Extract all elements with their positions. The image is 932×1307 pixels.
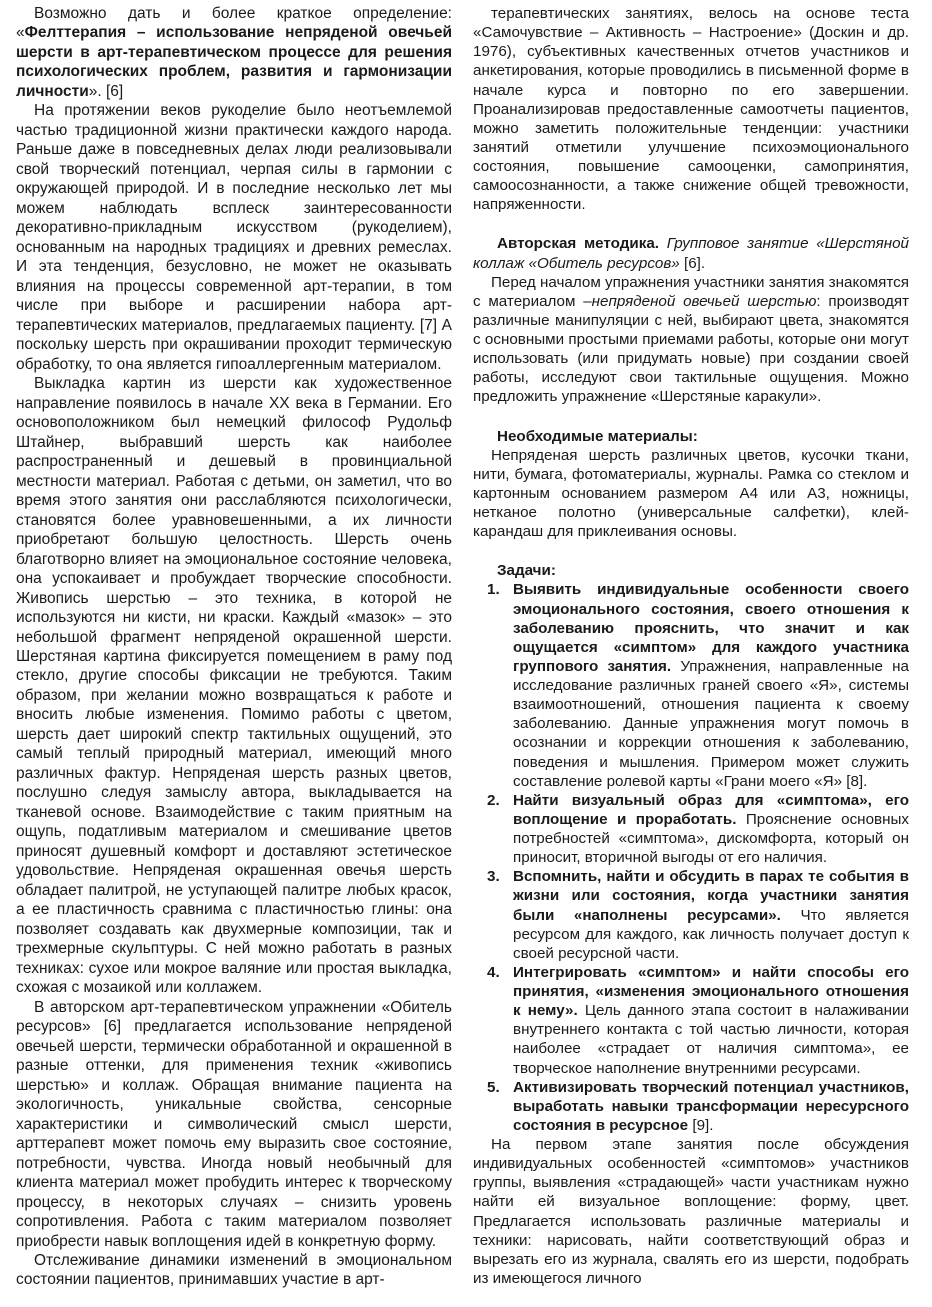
paragraph-handicraft: На протяжении веков рукоделие было неотъемлемой частью традиционной жизни практически каждого народа. Раньше даже в повседневных делах люди реализовывали свой творческий потенциал, черпая силы в гармонии с окружающей природой. И в последние несколько лет мы можем наблюдать всплеск заинтересованности декоративно-прикладным искусством (рукоделием), основанным на народных традициях и древних ремеслах. И эта тенденция, безусловно, не может не оказывать влияния на процессы современной арт-терапии, в том числе при выборе и расширении набора арт-терапевтических материалов, предлагаемых пациенту. [7] А поскольку шерсть при окрашивании проходит термическую обработку, то она является гипоаллергенным материалом. [16, 102, 452, 373]
task-bold: Выявить индивидуальные особенности своего эмоционального состояния, своего отношения к заболеванию прояснить, что значит и как ощущается «симптом» для каждого участника группового занятия. [513, 581, 909, 675]
definition-ref: ». [6] [88, 82, 124, 100]
task-bold: Интегрировать «симптом» и найти способы его принятия, «изменения эмоционального отношения к нему». [513, 963, 909, 1020]
tasks-list [473, 580, 909, 1135]
paragraph-dynamics: Отслеживание динамики изменений в эмоциональном состоянии пациентов, принимавших участие в арт- [16, 1252, 452, 1289]
definition-bold: Фелттерапия – использование непряденой овечьей шерсти в арт-терапевтическом процессе для решения психологических проблем, развития и гармонизации личности [16, 24, 452, 100]
task-item [473, 963, 909, 1078]
materials-heading: Необходимые материалы: [497, 427, 698, 445]
paragraph-intro-material [473, 273, 909, 407]
material-italic: непряденой овечьей шерстью [591, 292, 817, 310]
task-text: Прояснение основных потребностей «симптома», дискомфорта, который он приносит, вторичной выгоды от его наличия. [513, 810, 909, 867]
method-heading: Авторская методика. [497, 235, 659, 253]
definition-intro: Возможно дать и более краткое определение: « [16, 5, 452, 42]
task-item [473, 791, 909, 868]
task-number: 1. [487, 581, 500, 599]
right-column [473, 4, 909, 1288]
spacer [473, 541, 909, 561]
task-text: Что является ресурсом для каждого, как личность получает доступ к своей ресурсной части. [513, 906, 910, 962]
task-item [473, 1078, 909, 1135]
spacer [473, 407, 909, 427]
task-bold: Вспомнить, найти и обсудить в парах те события в жизни или состояния, когда участники занятия были «наполнены ресурсами». [513, 868, 909, 924]
method-ref: [6]. [679, 254, 706, 272]
task-number: 3. [487, 868, 500, 886]
method-title: Групповое занятие «Шерстяной коллаж «Обитель ресурсов» [473, 235, 909, 272]
task-number: 5. [487, 1078, 500, 1096]
task-number: 2. [487, 791, 500, 809]
left-column [16, 4, 452, 1290]
paragraph-steiner: Выкладка картин из шерсти как художественное направление появилось в начале XX века в Германии. Его основоположником был немецкий философ Рудольф Штайнер, выбравший шерсть как наиболее распространенный и дешевый в провинциальной местности материал. Работая с детьми, он заметил, что во время этого занятия они расслабляются психологически, становятся более уравновешенными, а их личности приобретают большую целостность. Шерсть очень благотворно влияет на эмоциональное состояние человека, она успокаивает и пробуждает творческие способности. Живопись шерстью – это техника, в которой не используются ни кисти, ни краски. Каждый «мазок» – это небольшой фрагмент непряденой окрашенной шерсти. Шерстяная картина фиксируется помещением в раму под стекло, другие способы фиксации не требуются. Таким образом, при желании можно возвращаться к работе и вносить любые изменения. Помимо работы с цветом, шерсть дает широкий спектр тактильных ощущений, это самый теплый природный материал, имеющий много различных фактур. Непряденая шерсть разных цветов, послушно следуя замыслу автора, выкладывается на тканевой основе. Взаимодействие с таким приятным на ощупь, податливым материалом и смешивание цветов приносят душевный комфорт и доставляют эстетическое удовольствие. Непряденая окрашенная овечья шерсть обладает палитрой, не уступающей палитре любых красок, а ее пластичность сравнима с пластичностью глины: она позволяет создавать как двухмерные композиции, так и трехмерные скульптуры. С ней можно работать в разных техниках: сухое или мокрое валяние или простая выкладка, схожая с мозаикой или коллажем. [16, 375, 452, 997]
materials-list: Непряденая шерсть различных цветов, кусочки ткани, нити, бумага, фотоматериалы, журналы. Рамка со стеклом и картонным основанием размером А4 или А3, ножницы, нетканое полотно (универсальные салфетки), клей-карандаш для приклеивания основы. [473, 446, 909, 541]
paragraph-definition [16, 4, 452, 101]
task-text: [9]. [688, 1116, 714, 1134]
paragraph-method [473, 234, 909, 272]
task-item [473, 867, 909, 963]
task-number: 4. [487, 963, 500, 981]
task-bold: Найти визуальный образ для «симптома», его воплощение и проработать. [513, 791, 909, 828]
task-bold: Активизировать творческий потенциал участников, выработать навыки трансформации нересурсного состояния в ресурсное [513, 1078, 909, 1134]
task-item [473, 580, 909, 790]
paragraph-sam-test: терапевтических занятиях, велось на основе теста «Самочувствие – Активность – Настроение» (Доскин и др. 1976), субъективных качественных отчетов участников и анкетирования, которые проводились в письменной форме в начале курса и повторно по его завершении. Проанализировав предоставленные самоотчеты пациентов, можно заметить положительные тенденции: участники занятий отметили улучшение психоэмоционального состояния, повышение самооценки, самопринятия, самоосознанности, а также снижение общей тревожности, напряженности. [473, 5, 909, 214]
spacer [473, 214, 909, 234]
task-text: Цель данного этапа состоит в налаживании внутреннего контакта с той частью личности, которая наиболее «страдает от наличия симптома», ее творческое наполнение внутренними ресурсами. [513, 1002, 909, 1077]
paragraph-first-stage: На первом этапе занятия после обсуждения индивидуальных особенностей «симптомов» участников группы, выявления «страдающей» части участникам нужно найти ей визуальное воплощение: форму, цвет. Предлагается использовать различные материалы и техники: нарисовать, найти соответствующий образ и вырезать его из журнала, свалять его из шерсти, подобрать из имеющегося личного [473, 1136, 909, 1287]
tasks-heading: Задачи: [497, 562, 556, 580]
paragraph-exercise: В авторском арт-терапевтическом упражнении «Обитель ресурсов» [6] предлагается использование непряденой овечьей шерсти, термически обработанной и окрашенной в разные оттенки, для применения техник «живопись шерстью» и коллаж. Обращая внимание пациента на экологичность, уникальные свойства, сенсорные характеристики и символический смысл шерсти, арттерапевт может помочь ему выразить свое состояние, потребности, чувства. Иногда новый необычный для клиента материал может пробудить интерес к творческому процессу, в некоторых случаях – снизить уровень сопротивления. Работа с таким материалом позволяет приобрести навык воплощения идей в конкретную форму. [16, 998, 452, 1250]
task-text: Упражнения, направленные на исследование различных граней своего «Я», системы взаимоотношений, отношения пациента к своему заболеванию. Данные упражнения могут помочь в осознании и коррекции отношения к заболеванию, поведения и мышления. Примером может служить составление ролевой карты «Грани моего «Я» [8]. [513, 657, 910, 790]
intro-text-end: : производят различные манипуляции с ней, выбирают цвета, знакомятся с основными простыми приемами работы, которые они могут использовать (или придумать новые) при создании своей работы, исследуют свои тактильные ощущения. Можно предложить упражнение «Шерстяные каракули». [473, 292, 909, 406]
intro-text: Перед началом упражнения участники занятия знакомятся с материалом – [473, 273, 909, 310]
